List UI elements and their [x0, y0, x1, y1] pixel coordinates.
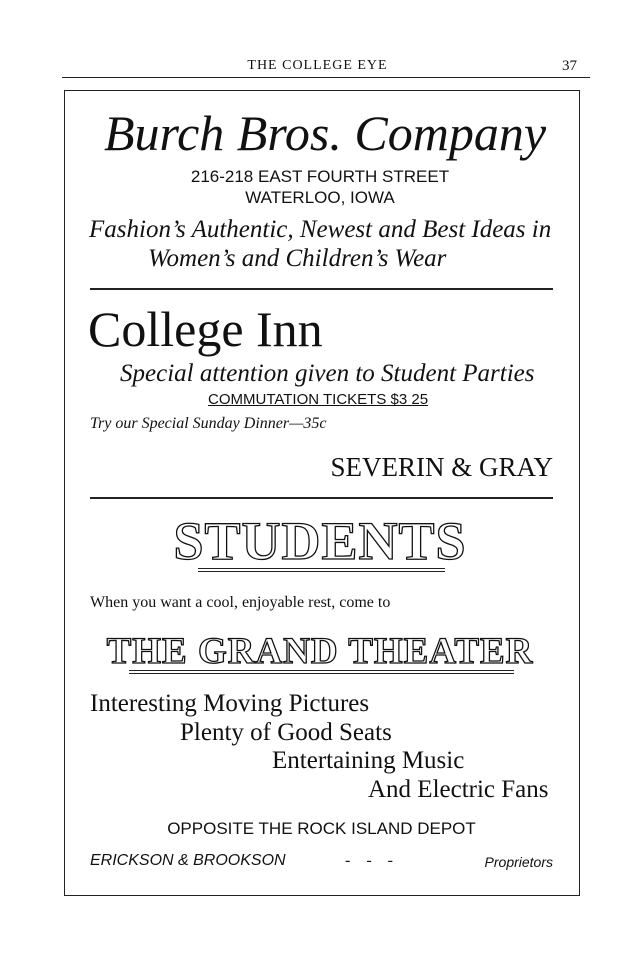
theater-double-underline	[129, 670, 514, 674]
divider	[90, 288, 553, 290]
college-inn-tagline: Special attention given to Student Parties	[120, 360, 535, 387]
divider	[90, 497, 553, 499]
commutation-tickets: COMMUTATION TICKETS $3 25	[208, 391, 429, 408]
proprietors-label: Proprietors	[484, 854, 553, 870]
college-inn-owners: SEVERIN & GRAY	[330, 452, 553, 482]
burch-tagline-1: Fashion’s Authentic, Newest and Best Ideas in	[89, 216, 552, 243]
header-rule	[62, 77, 590, 78]
page-number: 37	[562, 58, 577, 74]
burch-address-street: 216-218 EAST FOURTH STREET	[190, 167, 450, 186]
theater-location: OPPOSITE THE ROCK ISLAND DEPOT	[167, 819, 476, 838]
burch-tagline-2: Women’s and Children’s Wear	[148, 245, 447, 272]
burch-company-name: Burch Bros. Company	[103, 105, 547, 161]
feature-music: Entertaining Music	[272, 747, 465, 774]
students-heading: STUDENTS	[173, 511, 467, 571]
running-title: THE COLLEGE EYE	[247, 58, 388, 73]
students-double-underline	[198, 568, 445, 572]
feature-good-seats: Plenty of Good Seats	[180, 719, 392, 746]
sunday-dinner: Try our Special Sunday Dinner—35c	[90, 415, 327, 432]
college-inn-name: College Inn	[88, 301, 323, 357]
dash-leader: - - -	[345, 852, 393, 869]
burch-address-city: WATERLOO, IOWA	[245, 188, 395, 207]
feature-electric-fans: And Electric Fans	[368, 776, 549, 803]
feature-moving-pictures: Interesting Moving Pictures	[90, 690, 370, 717]
theater-owners: ERICKSON & BROOKSON	[90, 852, 286, 869]
grand-intro: When you want a cool, enjoyable rest, come to	[90, 594, 391, 611]
grand-theater-title: THE GRAND THEATER	[106, 631, 534, 672]
